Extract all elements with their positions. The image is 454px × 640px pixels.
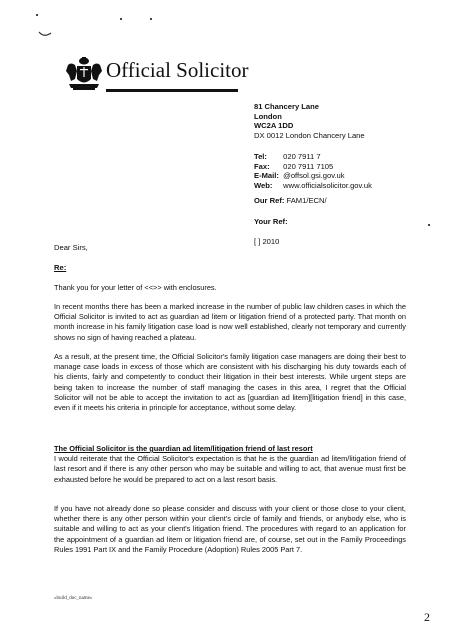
tel-label: Tel:	[254, 152, 267, 161]
section-heading: The Official Solicitor is the guardian ad litem/litigation friend of last resort	[54, 444, 313, 453]
fax-row	[254, 162, 372, 172]
scan-mark	[36, 14, 38, 16]
paragraph-2: In recent months there has been a marked increase in the number of public law children cases in which the Official Solicitor is invited to act as guardian ad litem or litigation friend of a protected party. That month on month increase in his family litigation case load is now well established, clearly not temporary and currently shows no sign of having reached a plateau.	[54, 302, 406, 342]
fax-value: 020 7911 7105	[283, 161, 334, 171]
paragraph-1: Thank you for your letter of <<>> with enclosures.	[54, 283, 217, 292]
email-value: @offsol.gsi.gov.uk	[283, 171, 345, 181]
page-number: 2	[424, 610, 430, 624]
paragraph-5: If you have not already done so please consider and discuss with your client or those close to your client, whether there is any other person within your client's circle of family and friends, or anybody else, who is suitable and willing to act as your client's litigation friend. The procedures with regard to an application for the appointment of a guardian ad litem or litigation friend are, of course, set out in the Family Proceedings Rules 1991 Part IX and the Family Procedure (Adoption) Rules 2005 Part 7.	[54, 504, 406, 554]
address-block	[254, 102, 365, 140]
address-line1: 81 Chancery Lane	[254, 102, 319, 111]
our-ref	[254, 196, 327, 205]
tel-value: 020 7911 7	[283, 152, 321, 161]
paragraph-3: As a result, at the present time, the Official Solicitor's family litigation case managers are doing their best to manage case loads in excess of those which are consistent with his discharging his duty towards each of his clients, fairly and competently to conduct their litigation in their best interests. While urgent steps are being taken to increase the number of staff managing the cases in this area, I regret that the Official Solicitor will not be able to accept the invitation to act as [guardian ad litem][litigation friend] in this case, even if it meets his criteria in principle for acceptance, without some delay.	[54, 352, 406, 413]
address-line3: WC2A 1DD	[254, 121, 294, 131]
email-row	[254, 171, 372, 181]
address-dx: DX 0012 London Chancery Lane	[254, 130, 365, 140]
scan-mark	[150, 18, 152, 20]
your-ref-label: Your Ref:	[254, 217, 288, 226]
tel-row	[254, 152, 372, 162]
letter-date: [ ] 2010	[254, 237, 280, 246]
organisation-name: Official Solicitor	[106, 58, 249, 82]
royal-crest-icon	[64, 55, 104, 93]
fax-label: Fax:	[254, 161, 270, 171]
address-line2: London	[254, 111, 282, 121]
doc-name-footer: «build_doc_name»	[54, 596, 93, 601]
web-label: Web:	[254, 180, 273, 190]
scan-mark-stroke	[38, 30, 52, 40]
section-block	[54, 444, 406, 485]
our-ref-label: Our Ref:	[254, 196, 285, 205]
web-value: www.officialsolicitor.gov.uk	[283, 180, 372, 190]
salutation: Dear Sirs,	[54, 243, 88, 252]
email-label: E-Mail:	[254, 171, 279, 181]
contact-block	[254, 152, 372, 190]
our-ref-value: FAM1/ECN/	[286, 196, 327, 205]
scan-mark	[428, 224, 430, 226]
re-heading: Re:	[54, 263, 67, 272]
web-row	[254, 181, 372, 191]
scan-mark	[120, 18, 122, 20]
paragraph-4: I would reiterate that the Official Solicitor's expectation is that he is the guardian ad litem/litigation friend of last resort and if there is any other person who may be suitable and willing to act, that avenue must first be exhausted before he would be prepared to act on a last resort basis.	[54, 454, 406, 484]
letterhead-rule	[106, 89, 238, 92]
